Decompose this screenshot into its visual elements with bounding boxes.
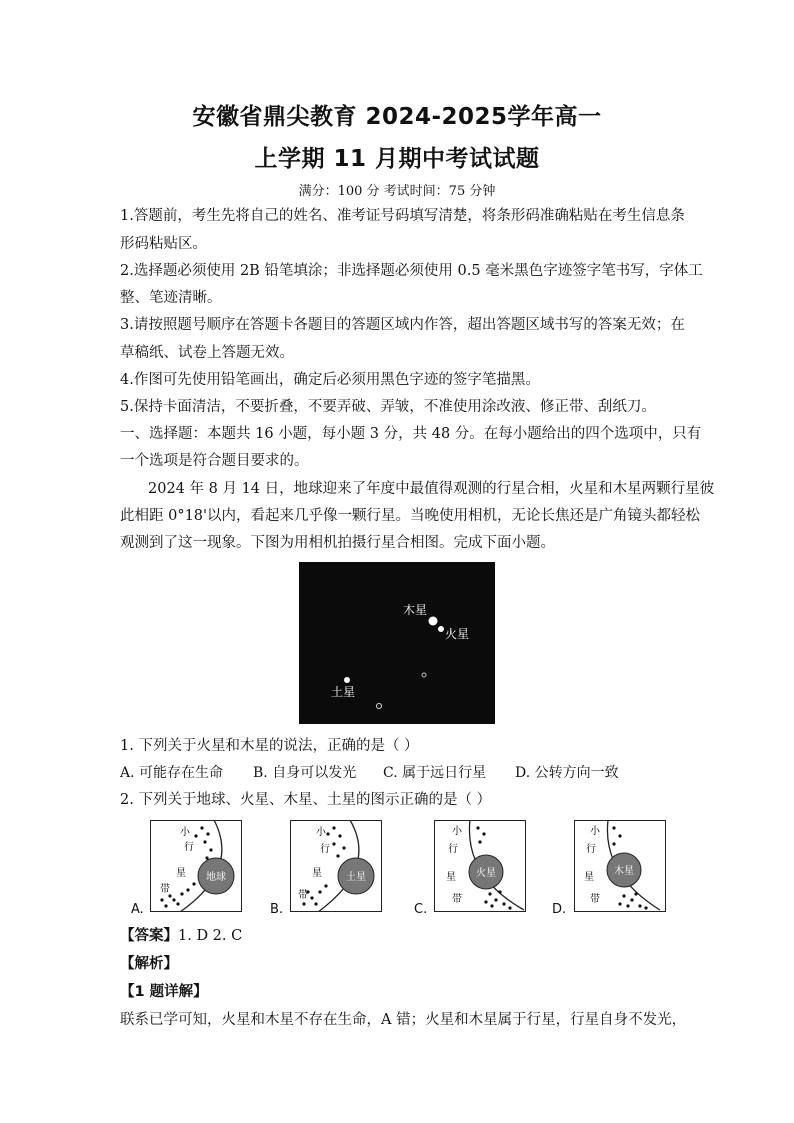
- svg-text:行: 行: [448, 844, 458, 855]
- instruction-line: 1.答题前，考生先将自己的姓名、准考证号码填写清楚，将条形码准确粘贴在考生信息条: [120, 208, 685, 224]
- planet-conjunction-photo: [299, 562, 495, 724]
- figure-c-planet: 火星: [476, 868, 496, 879]
- figure-a-diagram[interactable]: [150, 820, 242, 912]
- answer-line: [120, 926, 680, 946]
- section-heading-cont: 一个选项是符合题目要求的。: [120, 453, 309, 469]
- option-d[interactable]: D. 公转方向一致: [515, 765, 619, 781]
- svg-text:带: 带: [160, 884, 170, 895]
- mars-dot: [438, 626, 444, 632]
- answer-text: 1. D 2. C: [178, 928, 243, 944]
- figure-b-letter[interactable]: B.: [270, 902, 284, 917]
- svg-text:小: 小: [180, 827, 190, 838]
- svg-text:小: 小: [316, 827, 326, 838]
- jupiter-label: 木星: [403, 603, 428, 617]
- saturn-label: 土星: [331, 685, 356, 699]
- figure-d-planet: 木星: [614, 866, 634, 877]
- svg-text:行: 行: [320, 844, 330, 855]
- svg-text:行: 行: [586, 844, 596, 855]
- svg-text:带: 带: [590, 894, 600, 905]
- svg-text:带: 带: [452, 894, 462, 905]
- svg-text:行: 行: [184, 842, 194, 853]
- passage-line: 此相距 0°18'以内，看起来几乎像一颗行星。当晚使用相机，无论长焦还是广角镜头都轻松: [120, 508, 701, 524]
- page-title: 安徽省鼎尖教育 2024-2025学年高一: [192, 104, 602, 130]
- figure-d-diagram[interactable]: [574, 820, 666, 912]
- figure-c-letter[interactable]: C.: [414, 902, 428, 917]
- detail-text: 联系已学可知，火星和木星不存在生命，A 错；火星和木星属于行星，行星自身不发光，: [120, 1012, 687, 1028]
- svg-text:星: 星: [446, 872, 456, 883]
- figure-a-planet: 地球: [206, 872, 226, 883]
- question-2-stem: 2. 下列关于地球、火星、木星、土星的图示正确的是（ ）: [120, 792, 492, 808]
- analysis-label: 【解析】: [120, 956, 178, 972]
- svg-text:星: 星: [176, 868, 186, 879]
- section-heading: 一、选择题：本题共 16 小题，每小题 3 分，共 48 分。在每小题给出的四个选项中，只有: [120, 426, 702, 442]
- instruction-line: 2.选择题必须使用 2B 铅笔填涂；非选择题必须使用 0.5 毫米黑色字迹签字笔书写，字体工: [120, 263, 703, 279]
- option-b[interactable]: B. 自身可以发光: [253, 765, 357, 781]
- exam-meta: 满分：100 分 考试时间：75 分钟: [298, 184, 496, 199]
- figure-b-diagram[interactable]: [290, 820, 382, 912]
- saturn-dot: [344, 677, 350, 683]
- instruction-line: 草稿纸、试卷上答题无效。: [120, 345, 294, 361]
- answer-label: 【答案】: [120, 928, 178, 944]
- svg-text:带: 带: [298, 890, 308, 901]
- passage-line: 2024 年 8 月 14 日，地球迎来了年度中最值得观测的行星合相，火星和木星两颗行星彼: [148, 481, 715, 497]
- svg-text:星: 星: [312, 868, 322, 879]
- mars-label: 火星: [445, 627, 470, 641]
- option-a[interactable]: A. 可能存在生命: [120, 765, 224, 781]
- passage-line: 观测到了这一现象。下图为用相机拍摄行星合相图。完成下面小题。: [120, 535, 555, 551]
- figure-a-letter[interactable]: A.: [131, 902, 144, 917]
- jupiter-dot: [429, 617, 438, 626]
- svg-text:小: 小: [452, 826, 462, 837]
- svg-text:小: 小: [590, 826, 600, 837]
- svg-text:星: 星: [584, 872, 594, 883]
- instruction-line: 5.保持卡面清洁，不要折叠，不要弄破、弄皱，不准使用涂改液、修正带、刮纸刀。: [120, 399, 656, 415]
- figure-b-planet: 土星: [346, 872, 366, 883]
- instruction-line: 3.请按照题号顺序在答题卡各题目的答题区域内作答，超出答题区域书写的答案无效；在: [120, 317, 685, 333]
- instruction-line: 整、笔迹清晰。: [120, 290, 222, 306]
- question-1-stem: 1. 下列关于火星和木星的说法，正确的是（ ）: [120, 738, 419, 754]
- instruction-line: 形码粘贴区。: [120, 236, 207, 252]
- figure-d-letter[interactable]: D.: [552, 902, 567, 917]
- detail-label: 【1 题详解】: [120, 984, 208, 1000]
- option-c[interactable]: C. 属于远日行星: [383, 765, 487, 781]
- figure-c-diagram[interactable]: [434, 820, 526, 912]
- instruction-line: 4.作图可先使用铅笔画出，确定后必须用黑色字迹的签字笔描黑。: [120, 372, 540, 388]
- page-subtitle: 上学期 11 月期中考试试题: [254, 146, 540, 172]
